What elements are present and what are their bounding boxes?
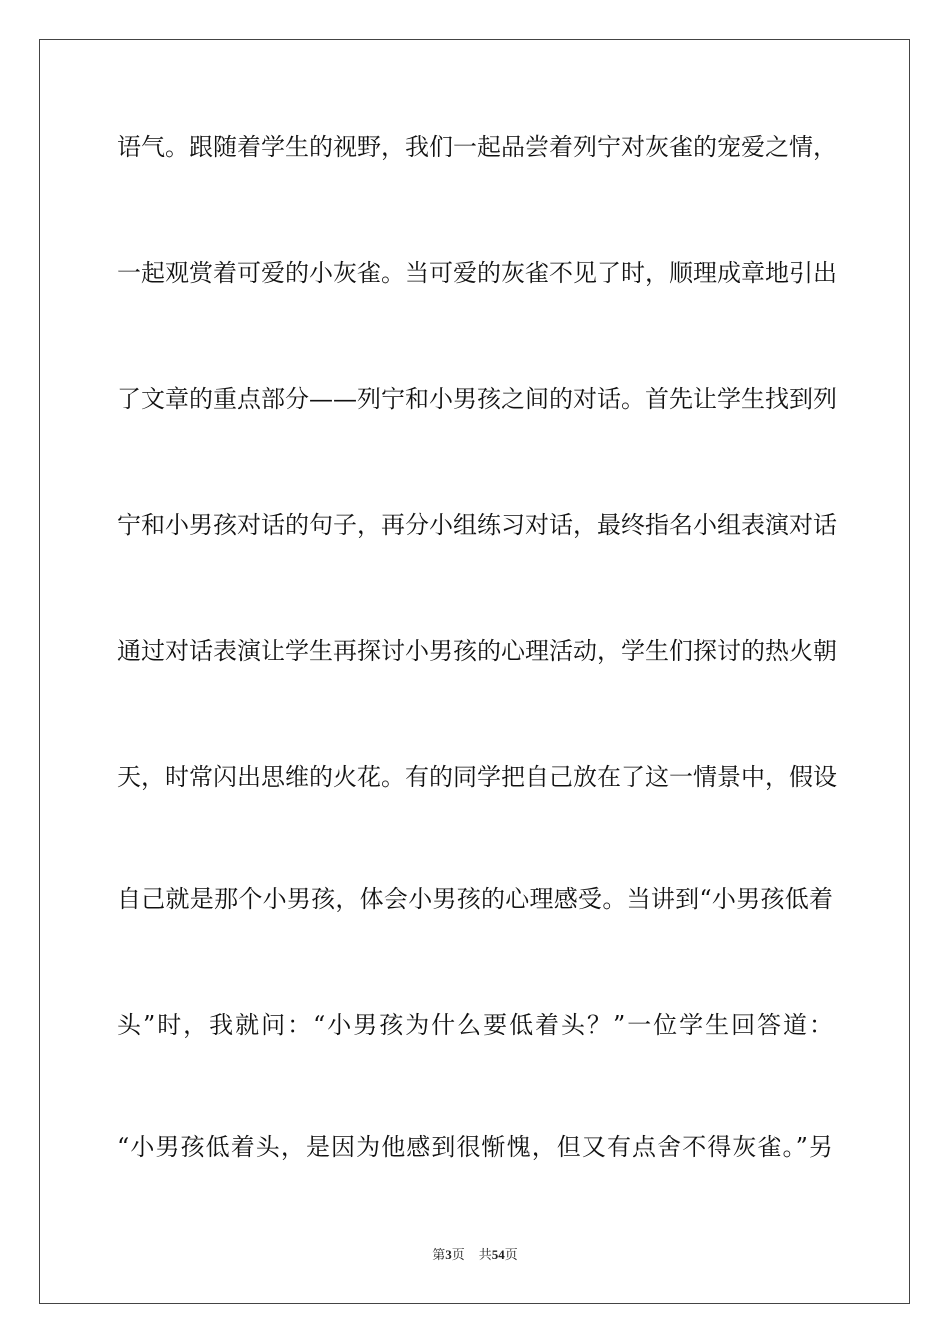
body-text-line-8: 头”时，我就问：“小男孩为什么要低着头？”一位学生回答道：	[117, 1011, 833, 1039]
body-text-line-2: 一起观赏着可爱的小灰雀。当可爱的灰雀不见了时，顺理成章地引出	[117, 259, 837, 287]
total-pages: 54	[491, 1247, 505, 1262]
body-text-line-3: 了文章的重点部分——列宁和小男孩之间的对话。首先让学生找到列	[117, 385, 837, 413]
total-prefix: 共	[478, 1247, 492, 1262]
page-footer	[0, 1247, 950, 1263]
total-suffix: 页	[504, 1247, 518, 1262]
body-text-line-1: 语气。跟随着学生的视野，我们一起品尝着列宁对灰雀的宠爱之情，	[117, 133, 837, 161]
page-prefix: 第	[432, 1247, 446, 1262]
page-number: 3	[445, 1247, 452, 1262]
body-text-line-6: 天，时常闪出思维的火花。有的同学把自己放在了这一情景中，假设	[117, 763, 837, 791]
page-suffix: 页	[451, 1247, 465, 1262]
body-text-line-9: “小男孩低着头，是因为他感到很惭愧，但又有点舍不得灰雀。”另	[117, 1133, 833, 1161]
body-text-line-7: 自己就是那个小男孩，体会小男孩的心理感受。当讲到“小男孩低着	[117, 885, 833, 913]
body-text-line-4: 宁和小男孩对话的句子，再分小组练习对话，最终指名小组表演对话	[117, 511, 837, 539]
page-border	[39, 39, 910, 1304]
body-text-line-5: 通过对话表演让学生再探讨小男孩的心理活动，学生们探讨的热火朝	[117, 637, 837, 665]
